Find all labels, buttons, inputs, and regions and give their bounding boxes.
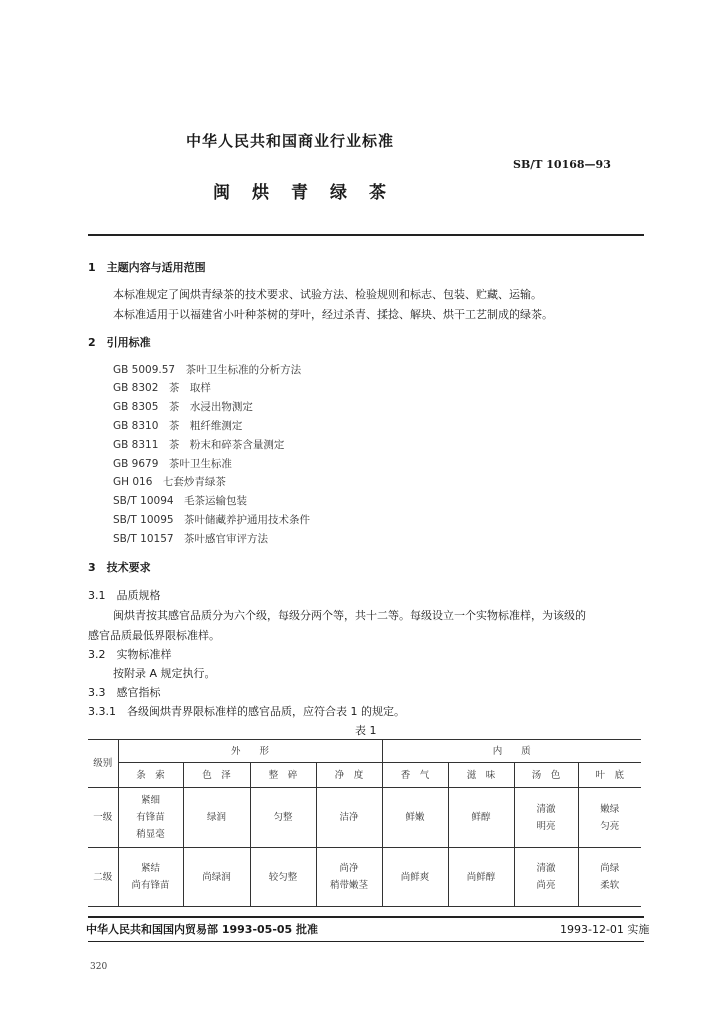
section-3-1-paragraph-cont: 感官品质最低界限标准样。 — [88, 629, 220, 642]
reference-item: SB/T 10157 茶叶感官审评方法 — [113, 533, 269, 545]
reference-item: GB 8302 茶 取样 — [113, 382, 211, 394]
reference-item: GB 8311 茶 粉末和碎茶含量测定 — [113, 439, 285, 451]
table-cell: 鲜嫩 — [382, 788, 448, 848]
section-3-3-1-text: 3.3.1 各级闽烘青界限标准样的感官品质，应符合表 1 的规定。 — [88, 705, 405, 718]
table-cell: 尚鲜醇 — [448, 848, 514, 907]
table-cell: 匀整 — [250, 788, 316, 848]
table-cell: 尚绿 柔软 — [578, 848, 641, 907]
reference-item: GB 8310 茶 粗纤维测定 — [113, 420, 243, 432]
section-3-heading: 3 技术要求 — [88, 561, 151, 574]
column-header: 汤 色 — [514, 763, 578, 788]
table-cell: 绿润 — [183, 788, 250, 848]
section-1-paragraph-2: 本标准适用于以福建省小叶种茶树的芽叶，经过杀青、揉捻、解块、烘干工艺制成的绿茶。 — [113, 308, 553, 321]
reference-item: SB/T 10094 毛茶运输包装 — [113, 495, 248, 507]
section-3-1-heading: 3.1 品质规格 — [88, 589, 161, 602]
reference-item: GB 9679 茶叶卫生标准 — [113, 458, 232, 470]
table-row — [88, 848, 641, 907]
appearance-group-header: 外 形 — [118, 740, 382, 763]
table-cell: 紧细 有锋苗 稍显毫 — [118, 788, 183, 848]
column-header: 整 碎 — [250, 763, 316, 788]
reference-item: GB 5009.57 茶叶卫生标准的分析方法 — [113, 364, 302, 376]
approval-line: 中华人民共和国国内贸易部 1993-05-05 批准 — [86, 923, 319, 936]
table-cell: 嫩绿 匀亮 — [578, 788, 641, 848]
section-3-2-paragraph: 按附录 A 规定执行。 — [113, 667, 216, 680]
section-3-1-paragraph: 闽烘青按其感官品质分为六个级，每级分两个等，共十二等。每级设立一个实物标准样，为该级的 — [113, 609, 586, 622]
section-1-heading: 1 主题内容与适用范围 — [88, 261, 206, 274]
standard-number: SB/T 10168—93 — [513, 158, 611, 171]
column-header: 香 气 — [382, 763, 448, 788]
column-header: 色 泽 — [183, 763, 250, 788]
section-1-paragraph-1: 本标准规定了闽烘青绿茶的技术要求、试验方法、检验规则和标志、包装、贮藏、运输。 — [113, 288, 542, 301]
grade-cell: 一级 — [88, 788, 118, 848]
column-header: 叶 底 — [578, 763, 641, 788]
table-cell: 鲜醇 — [448, 788, 514, 848]
footer-divider — [88, 916, 644, 918]
table-cell: 洁净 — [316, 788, 382, 848]
sensory-quality-table — [88, 739, 641, 907]
table-cell: 尚绿润 — [183, 848, 250, 907]
table-cell: 清澈 尚亮 — [514, 848, 578, 907]
footer-rule — [88, 941, 644, 942]
reference-item: GH 016 七套炒青绿茶 — [113, 476, 226, 488]
header-divider — [88, 234, 644, 236]
page-number: 320 — [90, 962, 108, 972]
table-cell: 尚净 稍带嫩茎 — [316, 848, 382, 907]
column-header: 滋 味 — [448, 763, 514, 788]
column-header: 净 度 — [316, 763, 382, 788]
table-cell: 紧结 尚有锋苗 — [118, 848, 183, 907]
inner-quality-group-header: 内 质 — [382, 740, 641, 763]
table-cell: 较匀整 — [250, 848, 316, 907]
document-title: 闽烘青绿茶 — [213, 183, 408, 203]
section-3-3-heading: 3.3 感官指标 — [88, 686, 161, 699]
org-title: 中华人民共和国商业行业标准 — [186, 132, 395, 150]
table-caption: 表 1 — [355, 724, 377, 737]
grade-header: 级别 — [88, 740, 118, 788]
reference-item: SB/T 10095 茶叶储藏养护通用技术条件 — [113, 514, 311, 526]
section-2-heading: 2 引用标准 — [88, 336, 151, 349]
reference-item: GB 8305 茶 水浸出物测定 — [113, 401, 253, 413]
grade-cell: 二级 — [88, 848, 118, 907]
effective-date: 1993-12-01 实施 — [560, 923, 650, 936]
table-cell: 尚鲜爽 — [382, 848, 448, 907]
table-row — [88, 788, 641, 848]
table-cell: 清澈 明亮 — [514, 788, 578, 848]
column-header: 条 索 — [118, 763, 183, 788]
section-3-2-heading: 3.2 实物标准样 — [88, 648, 172, 661]
